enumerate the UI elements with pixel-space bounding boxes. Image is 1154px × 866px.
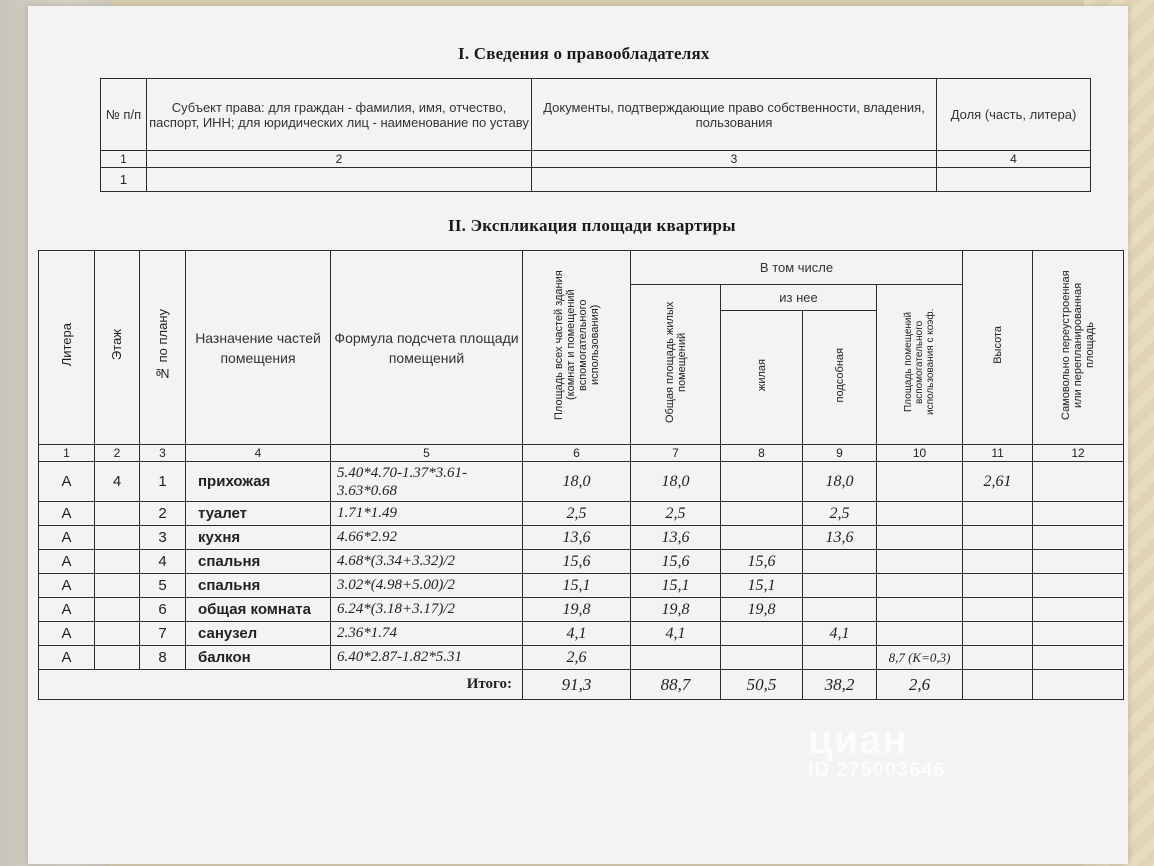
colnum: 12	[1033, 445, 1124, 462]
cell-samov	[1033, 550, 1124, 574]
table-row	[39, 462, 1124, 502]
cian-watermark	[808, 718, 946, 782]
cell-litera: А	[39, 622, 95, 646]
cell-vysota	[963, 502, 1033, 526]
cell-obshaya: 4,1	[631, 622, 721, 646]
cell-etazh	[95, 526, 140, 550]
cell-no: 5	[140, 574, 186, 598]
cell-total: 4,1	[523, 622, 631, 646]
colnum: 2	[95, 445, 140, 462]
cell-podsobnaya	[803, 598, 877, 622]
cell-total: 2,5	[523, 502, 631, 526]
cell-vspom	[877, 526, 963, 550]
cell-podsobnaya	[803, 646, 877, 670]
colnum: 10	[877, 445, 963, 462]
cell-podsobnaya: 18,0	[803, 462, 877, 502]
cell-obshaya: 2,5	[631, 502, 721, 526]
cell-vysota	[963, 622, 1033, 646]
header-no-po-planu: № по плану	[140, 251, 186, 445]
cell-vspom	[877, 550, 963, 574]
cian-logo: циан	[808, 718, 908, 762]
owners-header-share: Доля (часть, литера)	[937, 79, 1091, 151]
cell-litera: А	[39, 646, 95, 670]
colnum: 6	[523, 445, 631, 462]
cell-zhilaya	[721, 502, 803, 526]
header-podsobnaya: подсобная	[803, 311, 877, 445]
total-podsobnaya: 38,2	[803, 670, 877, 700]
cell-total: 15,6	[523, 550, 631, 574]
table-row	[39, 598, 1124, 622]
cell-obshaya: 18,0	[631, 462, 721, 502]
cell-total: 18,0	[523, 462, 631, 502]
section2-title: II. Экспликация площади квартиры	[448, 216, 736, 235]
cell-etazh	[95, 550, 140, 574]
cell-formula: 6.40*2.87-1.82*5.31	[331, 646, 523, 670]
cell-name: кухня	[186, 526, 331, 550]
cell-podsobnaya	[803, 574, 877, 598]
owners-cell-share	[937, 168, 1091, 192]
header-iz-nee: из нее	[721, 285, 877, 311]
table-row	[39, 502, 1124, 526]
table-row	[39, 550, 1124, 574]
cell-etazh: 4	[95, 462, 140, 502]
table-row	[39, 526, 1124, 550]
cell-samov	[1033, 502, 1124, 526]
owners-header-subject: Субъект права: для граждан - фамилия, имя, отчество, паспорт, ИНН; для юридических лиц - наименование по уставу	[147, 79, 532, 151]
cell-no: 4	[140, 550, 186, 574]
owners-header-documents: Документы, подтверждающие право собственности, владения, пользования	[532, 79, 937, 151]
cell-etazh	[95, 502, 140, 526]
section1-title: I. Сведения о правообладателях	[458, 44, 710, 63]
table-row	[39, 622, 1124, 646]
owners-colnum: 3	[532, 151, 937, 168]
cell-obshaya: 19,8	[631, 598, 721, 622]
cell-no: 8	[140, 646, 186, 670]
header-obshaya-zhilykh: Общая площадь жилых помещений	[631, 285, 721, 445]
total-label: Итого:	[39, 670, 523, 700]
listing-id: ID 275003646	[808, 759, 946, 781]
cell-samov	[1033, 574, 1124, 598]
cell-zhilaya	[721, 526, 803, 550]
cell-podsobnaya: 2,5	[803, 502, 877, 526]
cell-name: санузел	[186, 622, 331, 646]
cell-name: общая комната	[186, 598, 331, 622]
cell-vysota	[963, 646, 1033, 670]
cell-vspom	[877, 502, 963, 526]
owners-row	[101, 168, 1091, 192]
cell-formula: 5.40*4.70-1.37*3.61-3.63*0.68	[331, 462, 523, 502]
total-row	[39, 670, 1124, 700]
total-vysota	[963, 670, 1033, 700]
cell-total: 13,6	[523, 526, 631, 550]
total-samov	[1033, 670, 1124, 700]
cell-zhilaya	[721, 646, 803, 670]
table-row	[39, 646, 1124, 670]
header-v-tom-chisle: В том числе	[631, 251, 963, 285]
cell-obshaya: 15,6	[631, 550, 721, 574]
cell-etazh	[95, 622, 140, 646]
cell-samov	[1033, 646, 1124, 670]
header-formula: Формула подсчета площади помещений	[331, 251, 523, 445]
cell-zhilaya: 15,6	[721, 550, 803, 574]
cell-total: 19,8	[523, 598, 631, 622]
cell-formula: 4.68*(3.34+3.32)/2	[331, 550, 523, 574]
cell-obshaya: 13,6	[631, 526, 721, 550]
cell-vspom	[877, 462, 963, 502]
colnum: 5	[331, 445, 523, 462]
owners-colnum: 2	[147, 151, 532, 168]
cell-zhilaya: 19,8	[721, 598, 803, 622]
cell-litera: А	[39, 550, 95, 574]
cell-formula: 6.24*(3.18+3.17)/2	[331, 598, 523, 622]
cell-formula: 2.36*1.74	[331, 622, 523, 646]
cell-name: прихожая	[186, 462, 331, 502]
header-ploshad-vsekh: Площадь всех частей здания (комнат и помещений вспомогательного использования)	[523, 251, 631, 445]
colnum: 3	[140, 445, 186, 462]
colnum: 4	[186, 445, 331, 462]
cell-vysota	[963, 598, 1033, 622]
cell-zhilaya	[721, 462, 803, 502]
cell-total: 15,1	[523, 574, 631, 598]
owners-colnum: 4	[937, 151, 1091, 168]
cell-samov	[1033, 462, 1124, 502]
cell-vysota: 2,61	[963, 462, 1033, 502]
cell-name: спальня	[186, 550, 331, 574]
cell-formula: 3.02*(4.98+5.00)/2	[331, 574, 523, 598]
cell-vspom	[877, 622, 963, 646]
owners-cell-subject	[147, 168, 532, 192]
cell-no: 1	[140, 462, 186, 502]
cell-vspom: 8,7 (K=0,3)	[877, 646, 963, 670]
table-row	[39, 574, 1124, 598]
cell-litera: А	[39, 598, 95, 622]
cell-litera: А	[39, 502, 95, 526]
header-etazh: Этаж	[95, 251, 140, 445]
cell-name: балкон	[186, 646, 331, 670]
cell-samov	[1033, 598, 1124, 622]
owners-table	[100, 78, 1091, 192]
cell-litera: А	[39, 574, 95, 598]
owners-cell-num: 1	[101, 168, 147, 192]
colnum: 7	[631, 445, 721, 462]
cell-vysota	[963, 574, 1033, 598]
owners-header-num: № п/п	[101, 79, 147, 151]
cell-total: 2,6	[523, 646, 631, 670]
cell-formula: 4.66*2.92	[331, 526, 523, 550]
total-ploshad: 91,3	[523, 670, 631, 700]
cell-no: 2	[140, 502, 186, 526]
colnum: 9	[803, 445, 877, 462]
total-zhilaya: 50,5	[721, 670, 803, 700]
header-vspomogat: Площадь помещений вспомогательного использования с коэф.	[877, 285, 963, 445]
explication-table	[38, 250, 1124, 700]
cell-samov	[1033, 622, 1124, 646]
owners-colnum: 1	[101, 151, 147, 168]
cell-obshaya: 15,1	[631, 574, 721, 598]
total-obshaya: 88,7	[631, 670, 721, 700]
header-litera: Литера	[39, 251, 95, 445]
total-vspom: 2,6	[877, 670, 963, 700]
cell-zhilaya	[721, 622, 803, 646]
cell-vysota	[963, 550, 1033, 574]
colnum: 1	[39, 445, 95, 462]
cell-samov	[1033, 526, 1124, 550]
cell-obshaya	[631, 646, 721, 670]
document-sheet	[28, 6, 1128, 864]
header-zhilaya: жилая	[721, 311, 803, 445]
cell-no: 7	[140, 622, 186, 646]
cell-litera: А	[39, 526, 95, 550]
cell-podsobnaya: 4,1	[803, 622, 877, 646]
cell-etazh	[95, 574, 140, 598]
cell-zhilaya: 15,1	[721, 574, 803, 598]
cell-etazh	[95, 646, 140, 670]
cell-etazh	[95, 598, 140, 622]
cell-podsobnaya	[803, 550, 877, 574]
cell-formula: 1.71*1.49	[331, 502, 523, 526]
cell-name: туалет	[186, 502, 331, 526]
cell-podsobnaya: 13,6	[803, 526, 877, 550]
cell-vysota	[963, 526, 1033, 550]
explication-colnums	[39, 445, 1124, 462]
colnum: 11	[963, 445, 1033, 462]
owners-cell-documents	[532, 168, 937, 192]
cell-vspom	[877, 574, 963, 598]
cell-no: 3	[140, 526, 186, 550]
cell-litera: А	[39, 462, 95, 502]
header-samovolno: Самовольно переустроенная или перепланированная площадь	[1033, 251, 1124, 445]
cell-vspom	[877, 598, 963, 622]
cell-no: 6	[140, 598, 186, 622]
header-naznachenie: Назначение частей помещения	[186, 251, 331, 445]
header-vysota: Высота	[963, 251, 1033, 445]
colnum: 8	[721, 445, 803, 462]
cell-name: спальня	[186, 574, 331, 598]
